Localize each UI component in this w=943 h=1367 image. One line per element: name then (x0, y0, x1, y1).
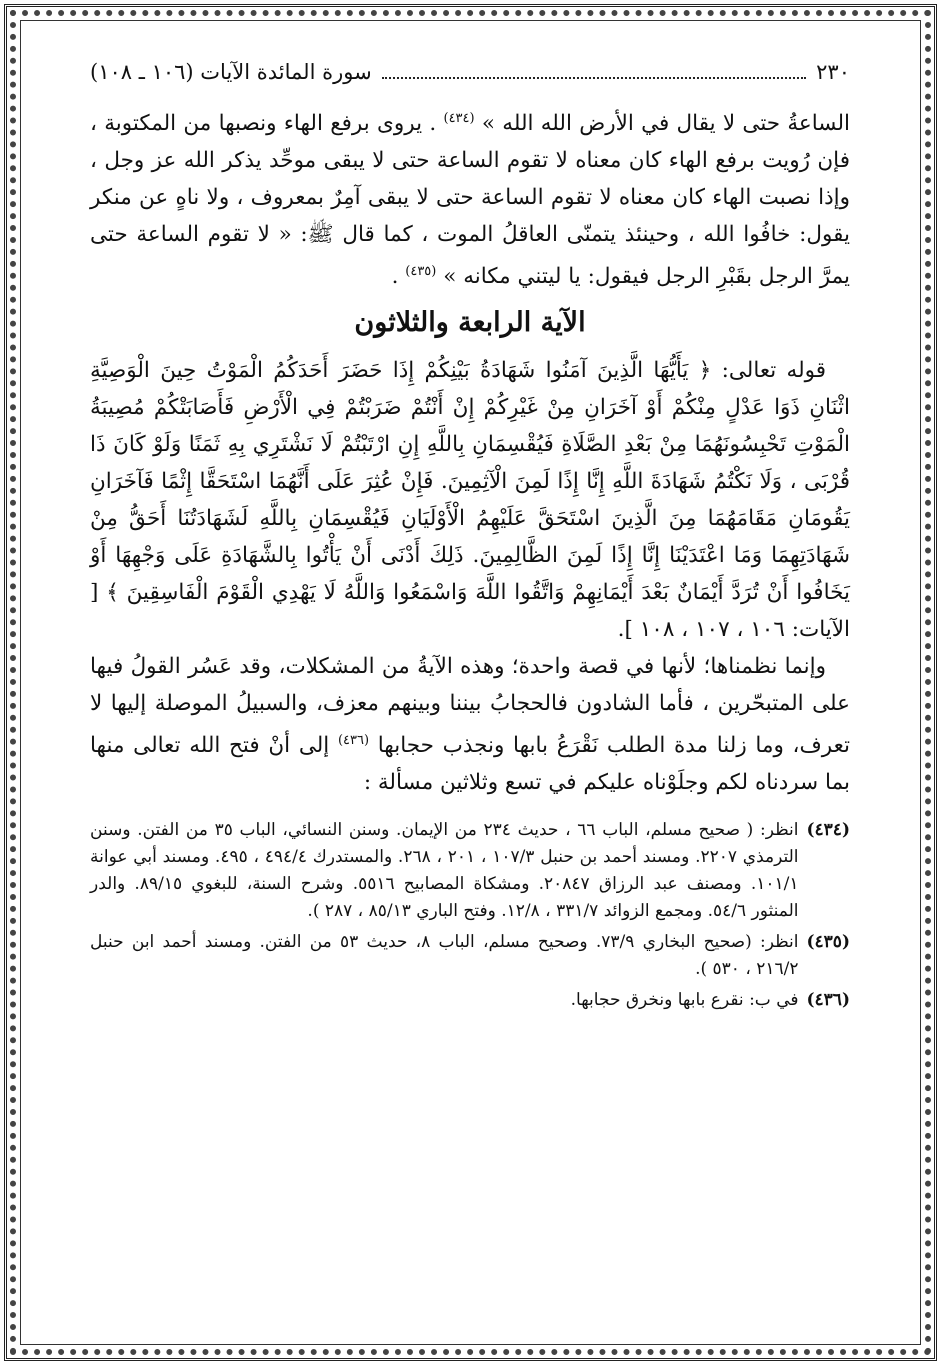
paragraph-1-text: الساعةُ حتى لا يقال في الأرض الله الله » (481, 111, 850, 137)
paragraph-1-text-cont: . يروى برفع الهاء ونصبها من المكتوبة ، فإن رُويت برفع الهاء كان معناه لا تقوم الساعة حتى لا يبقى موحِّد يذكر الله عز وجل ، وإذا نصبت الهاء كان معناه لا تقوم الساعة حتى لا يبقى آمِرٌ بمعروف ، ولا ناهٍ عن منكر يقول: خافُوا الله ، وحينئذ يتمنّى العاقلُ الموت ، كما قال ﷺ: « لا تقوم الساعة حتى يمرَّ الرجل بقَبْرِ الرجل فيقول: يا ليتني مكانه » (90, 111, 850, 290)
paragraph-1 (90, 100, 850, 295)
running-head (90, 60, 850, 100)
footnote-435 (90, 929, 850, 983)
footnote-marker-436: (٤٣٦) (337, 733, 370, 749)
running-title: سورة المائدة الآيات (١٠٦ ـ ١٠٨) (90, 60, 372, 84)
footnote-marker-435: (٤٣٥) (405, 264, 437, 280)
section-heading: الآية الرابعة والثلاثون (354, 307, 586, 339)
page-number: ٢٣٠ (816, 60, 850, 84)
header-dotted-leader (382, 77, 806, 79)
verse-reference: [ الآيات: ١٠٦ ، ١٠٧ ، ١٠٨ ]. (90, 580, 850, 643)
paragraph-2-text-cont: إلى أنْ فتح الله تعالى منها بما سردناه لكم وجلَوْناه عليكم في تسع وثلاثين مسألة : (90, 733, 850, 796)
paragraph-2-text: وإنما نظمناها؛ لأنها في قصة واحدة؛ وهذه الآيةُ من المشكلات، وقد عَسُر القولُ فيها على المتبحّرين ، فأما الشادون فالحجابُ بيننا وبينهم معزف، والسبيلُ الموصلة إليها لا تعرف، وما زلنا مدة الطلب نَقْرَعُ بابها ونجذب حجابها (90, 654, 850, 759)
verse-paragraph (90, 352, 850, 648)
footnote-text: انظر: (صحيح البخاري ٧٣/٩. وصحيح مسلم، الباب ٨، حديث ٥٣ من الفتن. ومسند أحمد ابن حنبل ٢١٦/٢ ، ٥٣٠ ). (90, 932, 799, 980)
paragraph-2 (90, 648, 850, 801)
footnote-number: (٤٣٦) (806, 990, 850, 1011)
paragraph-1-end: . (391, 264, 399, 290)
page-content (90, 60, 850, 1320)
footnote-number: (٤٣٥) (806, 932, 850, 953)
footnotes (90, 817, 850, 1014)
footnote-number: (٤٣٤) (806, 820, 850, 841)
footnote-text: في ب: نقرع بابها ونخرق حجابها. (570, 990, 799, 1011)
footnote-text: انظر: ( صحيح مسلم، الباب ٦٦ ، حديث ٢٣٤ من الإيمان. وسنن النسائي، الباب ٣٥ من الفتن. وسنن الترمذي ٢٢٠٧. ومسند أحمد بن حنبل ١٠٧/٣ ، ٢٠١ ، ٢٦٨. والمستدرك ٤٩٤/٤ ، ٤٩٥. ومسند أبي عوانة ١٠١/١. ومصنف عبد الرزاق ٢٠٨٤٧. ومشكاة المصابيح ٥٥١٦. وشرح السنة، للبغوي ٨٩/١٥. والدر المنثور ٥٤/٦. ومجمع الزوائد ٣٣١/٧ ، ١٢/٨. وفتح الباري ٨٥/١٣ ، ٢٨٧ ). (90, 820, 799, 922)
verse-text: ﴿ يَأَيُّهَا الَّذِينَ آمَنُوا شَهَادَةُ بَيْنِكُمْ إِذَا حَضَرَ أَحَدَكُمُ الْمَوْتُ حِينَ الْوَصِيَّةِ اثْنَانِ ذَوَا عَدْلٍ مِنْكُمْ أَوْ آخَرَانِ مِنْ غَيْرِكُمْ إِنْ أَنْتُمْ ضَرَبْتُمْ فِي الْأَرْضِ فَأَصَابَتْكُمْ مُصِيبَةُ الْمَوْتِ تَحْبِسُونَهُمَا مِنْ بَعْدِ الصَّلَاةِ فَيُقْسِمَانِ بِاللَّهِ إِنِ ارْتَبْتُمْ لَا نَشْتَرِي بِهِ ثَمَنًا وَلَوْ كَانَ ذَا قُرْبَى ، وَلَا نَكْتُمُ شَهَادَةَ اللَّهِ إِنَّا إِذًا لَمِنَ الْآثِمِينَ. فَإِنْ عُثِرَ عَلَى أَنَّهُمَا اسْتَحَقَّا إِثْمًا فَآخَرَانِ يَقُومَانِ مَقَامَهُمَا مِنَ الَّذِينَ اسْتَحَقَّ عَلَيْهِمُ الْأَوْلَيَانِ فَيُقْسِمَانِ بِاللَّهِ لَشَهَادَتُنَا أَحَقُّ مِنْ شَهَادَتِهِمَا وَمَا اعْتَدَيْنَا إِنَّا إِذًا لَمِنَ الظَّالِمِينَ. ذَلِكَ أَدْنَى أَنْ يَأْتُوا بِالشَّهَادَةِ عَلَى وَجْهِهَا أَوْ يَخَافُوا أَنْ تُرَدَّ أَيْمَانٌ بَعْدَ أَيْمَانِهِمْ وَاتَّقُوا اللَّهَ وَاسْمَعُوا وَاللَّهُ لَا يَهْدِي الْقَوْمَ الْفَاسِقِينَ ﴾ (90, 358, 850, 606)
footnote-436 (90, 987, 850, 1014)
footnote-marker-434: (٤٣٤) (443, 111, 475, 126)
footnote-434 (90, 817, 850, 925)
verse-intro: قوله تعالى: (721, 358, 827, 384)
